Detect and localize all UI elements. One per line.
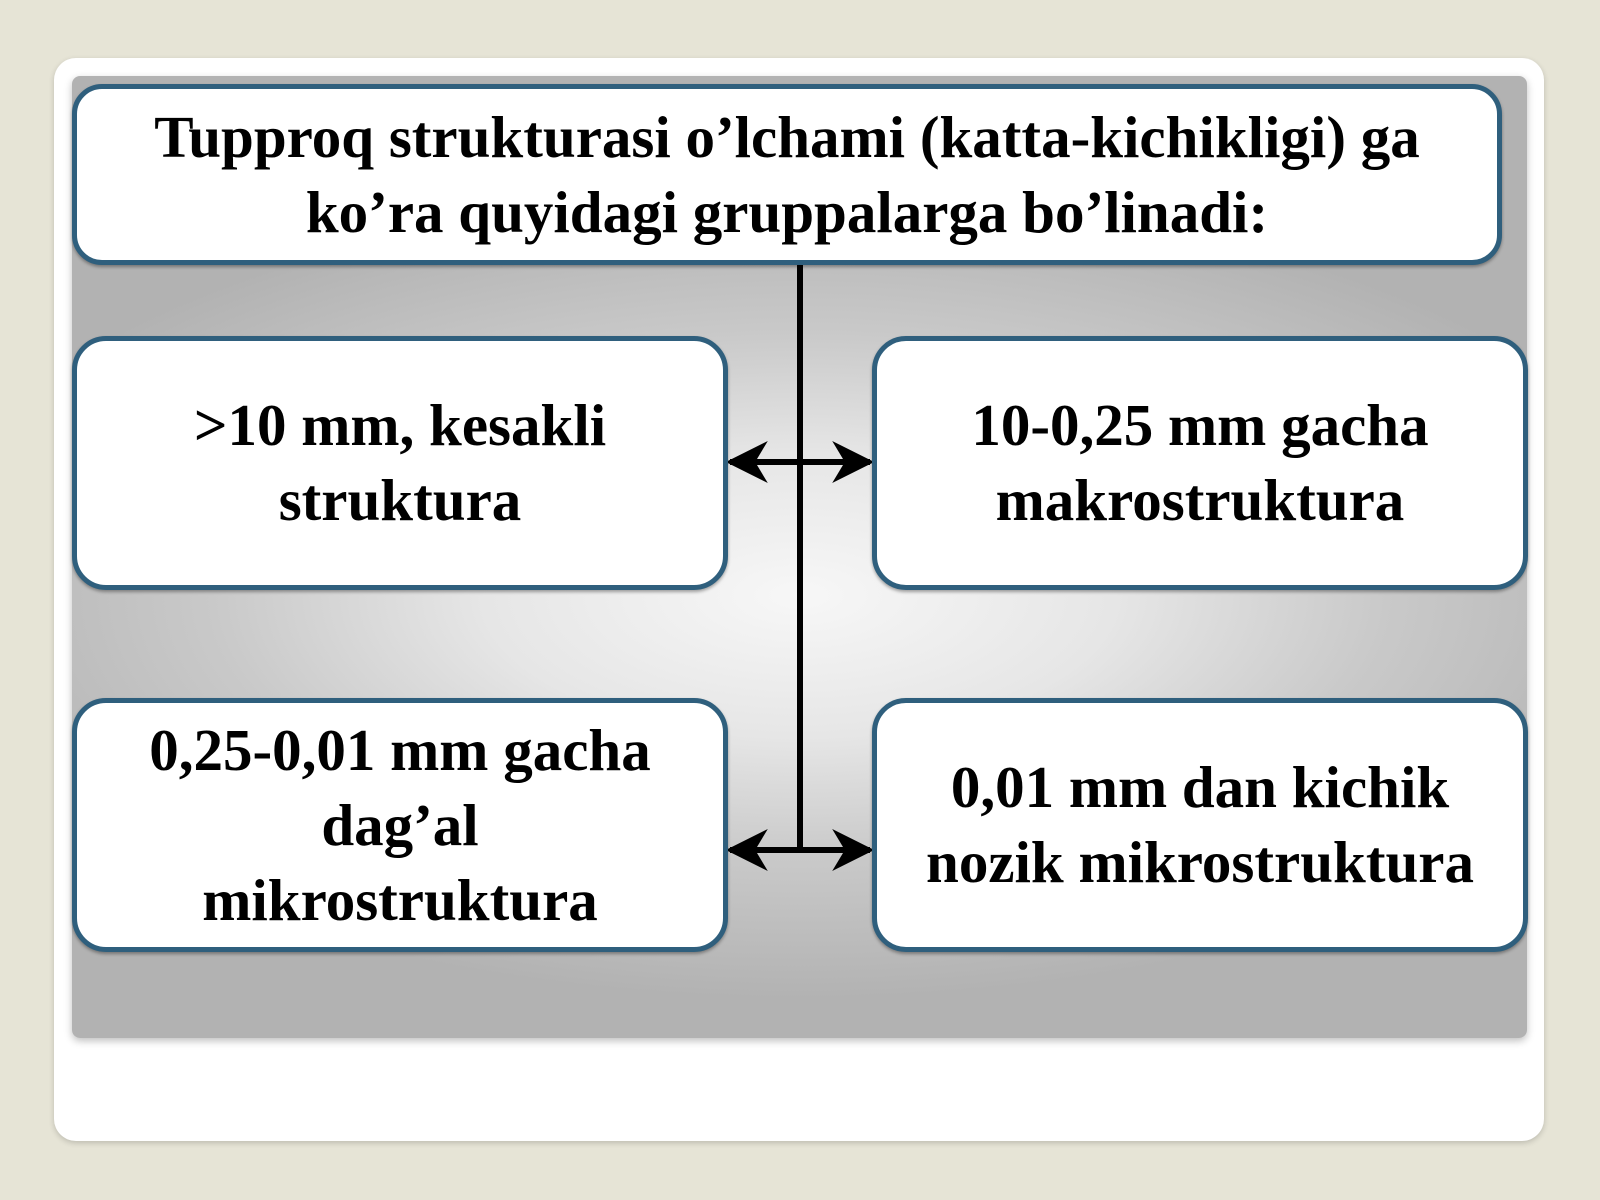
group-box-fine-micro bbox=[872, 698, 1528, 952]
diagram-title-box bbox=[72, 84, 1502, 265]
group-label: >10 mm, kesakli struktura bbox=[193, 392, 607, 533]
group-label: 0,25-0,01 mm gacha dag’al mikrostruktura bbox=[149, 716, 651, 933]
group-label: 10-0,25 mm gacha makrostruktura bbox=[971, 392, 1429, 533]
diagram-title: Tupproq strukturasi o’lchami (katta-kichikligi) ga ko’ra quyidagi gruppalarga bo’linadi: bbox=[154, 103, 1420, 245]
group-box-coarse bbox=[72, 336, 728, 590]
group-box-macro bbox=[872, 336, 1528, 590]
group-box-coarse-micro bbox=[72, 698, 728, 952]
group-label: 0,01 mm dan kichik nozik mikrostruktura bbox=[926, 754, 1474, 895]
